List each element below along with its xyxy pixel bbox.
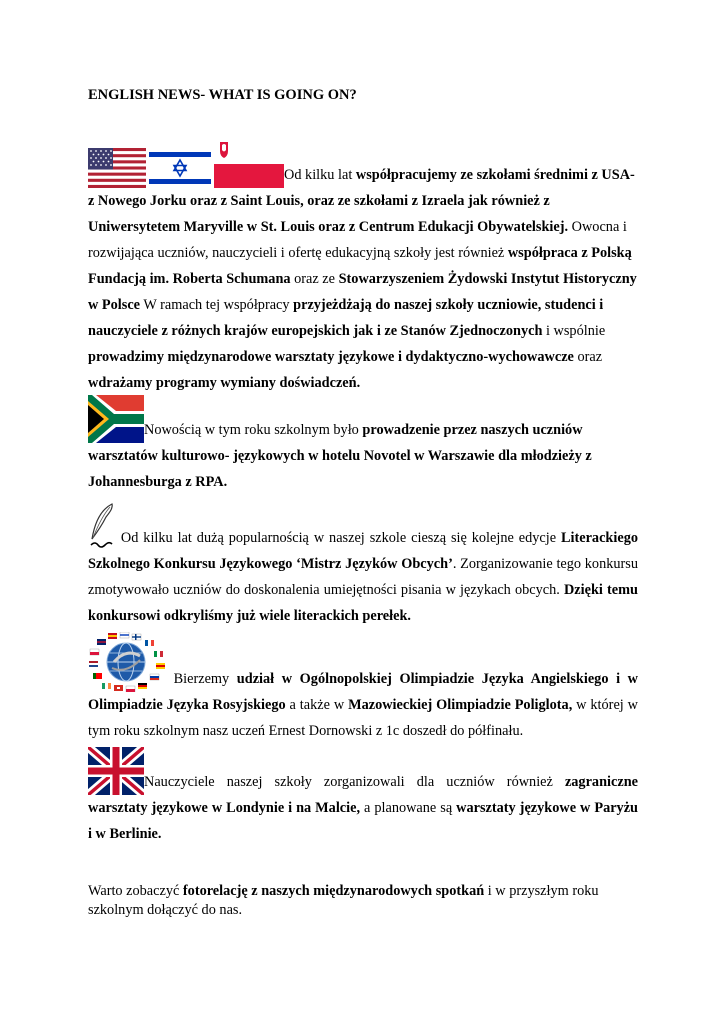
paragraph-rpa-workshops: Nowością w tym roku szkolnym było prowadzenie przez naszych uczniów warsztatów kulturowo- językowych w hotelu Novotel w Warszawie dla młodzieży z Johannesburga z RPA. [88, 395, 638, 495]
paragraph-foreign-workshops: Nauczyciele naszej szkoły zorganizowali dla uczniów również zagraniczne warsztaty językowe w Londynie i na Malcie, a planowane są warsztaty językowe w Paryżu i w Berlinie. [88, 747, 638, 847]
uk-flag-icon [88, 747, 144, 795]
flags-group [88, 140, 284, 188]
poland-flag-icon [214, 140, 284, 188]
israel-flag-icon [149, 148, 211, 188]
south-africa-flag-icon [88, 395, 144, 443]
paragraph-partnerships: Od kilku lat współpracujemy ze szkołami średnimi z USA- z Nowego Jorku oraz z Saint Louis, oraz ze szkołami z Izraela jak również z Uniwersytetem Maryville w St. Louis oraz z Centrum Edukacji Obywatelskiej. Owocna i rozwijająca uczniów, nauczycieli i ofertę edukacyjną szkoły jest również współpraca z Polską Fundacją im. Roberta Schumana oraz ze Stowarzyszeniem Żydowski Instytut Historyczny w Polsce W ramach tej współpracy przyjeżdżają do naszej szkoły uczniowie, studenci i nauczyciele z różnych krajów europejskich jak i ze Stanów Zjednoczonych i wspólnie prowadzimy międzynarodowe warsztaty językowe i dydaktyczno-wychowawcze oraz wdrażamy programy wymiany doświadczeń. [88, 140, 638, 396]
paragraph-photo-report: Warto zobaczyć fotorelację z naszych międzynarodowych spotkań i w przyszłym roku szkolnym dołączyć do nas. [88, 883, 599, 918]
globe-flags-icon [88, 632, 166, 692]
page-title: ENGLISH NEWS- WHAT IS GOING ON? [88, 87, 357, 103]
paragraph-olympiads: Bierzemy udział w Ogólnopolskiej Olimpiadzie Języka Angielskiego i w Olimpiadzie Języka Rosyjskiego a także w Mazowieckiej Olimpiadzie Poliglota, w której w tym roku szkolnym nasz uczeń Ernest Dornowski z 1c doszedł do półfinału. [88, 632, 638, 744]
quill-pen-icon [88, 501, 116, 551]
usa-flag-icon [88, 148, 146, 188]
paragraph-literary-contest: Od kilku lat dużą popularnością w naszej szkole cieszą się kolejne edycje Literackiego Szkolnego Konkursu Językowego ‘Mistrz Języków Obcych’. Zorganizowanie tego konkursu zmotywowało uczniów do doskonalenia umiejętności pisania w językach obcych. Dzięki temu konkursowi odkryliśmy już wiele literackich perełek. [88, 501, 638, 629]
